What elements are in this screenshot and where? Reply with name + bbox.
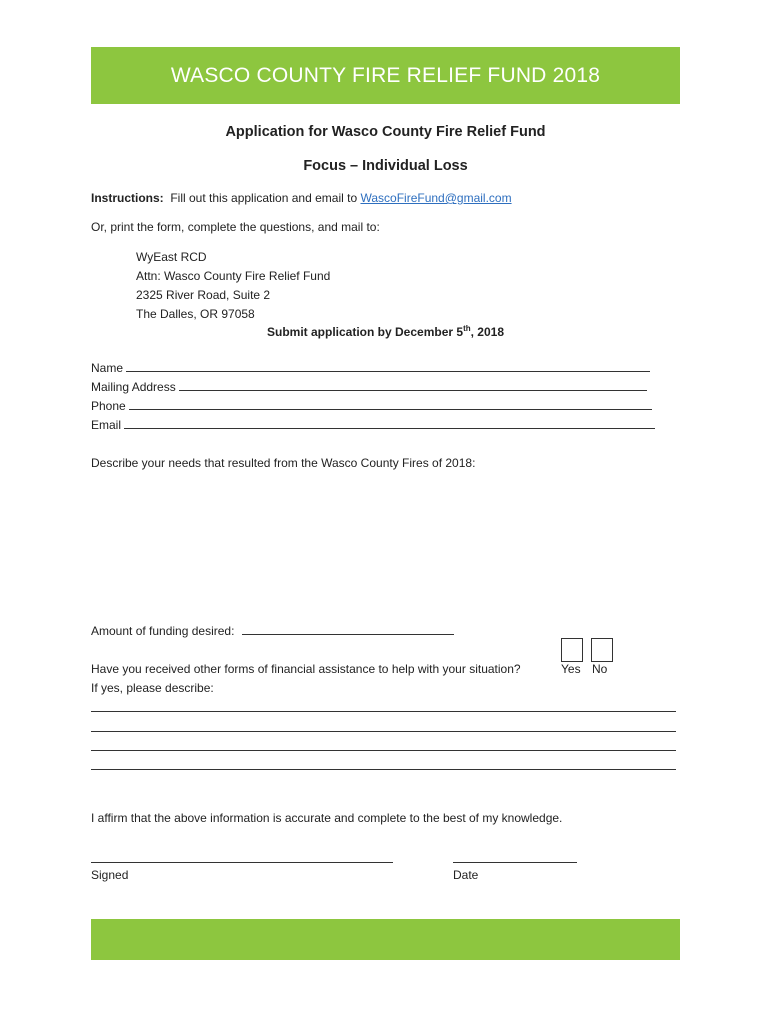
date-line[interactable]: [453, 862, 577, 863]
describe-needs-prompt: Describe your needs that resulted from the Wasco County Fires of 2018:: [91, 456, 476, 470]
mailing-address-row: [91, 380, 647, 394]
email-link[interactable]: WascoFireFund@gmail.com: [360, 191, 512, 205]
instructions: [91, 191, 512, 205]
description-line[interactable]: [91, 750, 676, 751]
description-line[interactable]: [91, 731, 676, 732]
submit-deadline-year: , 2018: [470, 325, 504, 339]
address-line-4: The Dalles, OR 97058: [136, 307, 255, 321]
assistance-question: Have you received other forms of financial assistance to help with your situation?: [91, 662, 521, 676]
form-subtitle: Focus – Individual Loss: [303, 158, 468, 174]
mailing-address-field[interactable]: [179, 380, 647, 391]
submit-deadline-text: Submit application by December 5: [267, 325, 464, 339]
name-field-row: [91, 361, 650, 375]
no-label: No: [592, 662, 608, 676]
no-checkbox[interactable]: [591, 638, 613, 662]
name-field[interactable]: [126, 361, 650, 372]
submit-deadline-sup: th: [463, 324, 471, 333]
signature-line[interactable]: [91, 862, 393, 863]
description-line[interactable]: [91, 769, 676, 770]
mailing-address-label: Mailing Address: [91, 380, 176, 394]
yes-label: Yes: [561, 662, 581, 676]
print-instructions: Or, print the form, complete the questions, and mail to:: [91, 220, 380, 234]
submit-deadline: [91, 324, 680, 339]
funding-label: Amount of funding desired:: [91, 624, 235, 638]
name-label: Name: [91, 361, 124, 375]
header-banner: [91, 47, 680, 104]
phone-field[interactable]: [129, 399, 652, 410]
form-title: Application for Wasco County Fire Relief Fund: [225, 124, 546, 140]
affirmation-text: I affirm that the above information is accurate and complete to the best of my knowledge.: [91, 811, 563, 825]
address-line-2: Attn: Wasco County Fire Relief Fund: [136, 269, 331, 283]
instructions-label: Instructions:: [91, 191, 164, 205]
phone-field-row: [91, 399, 652, 413]
phone-label: Phone: [91, 399, 126, 413]
funding-field[interactable]: [242, 624, 454, 635]
funding-row: [91, 624, 454, 638]
address-line-3: 2325 River Road, Suite 2: [136, 288, 271, 302]
date-label: Date: [453, 868, 479, 882]
footer-bar: [91, 919, 680, 960]
email-field[interactable]: [124, 418, 655, 429]
yes-checkbox[interactable]: [561, 638, 583, 662]
email-label: Email: [91, 418, 122, 432]
if-yes-prompt: If yes, please describe:: [91, 681, 214, 695]
description-line[interactable]: [91, 711, 676, 712]
instructions-text: Fill out this application and email to: [170, 191, 358, 205]
signed-label: Signed: [91, 868, 129, 882]
email-field-row: [91, 418, 655, 432]
header-title: WASCO COUNTY FIRE RELIEF FUND 2018: [170, 63, 601, 87]
address-line-1: WyEast RCD: [136, 250, 207, 264]
